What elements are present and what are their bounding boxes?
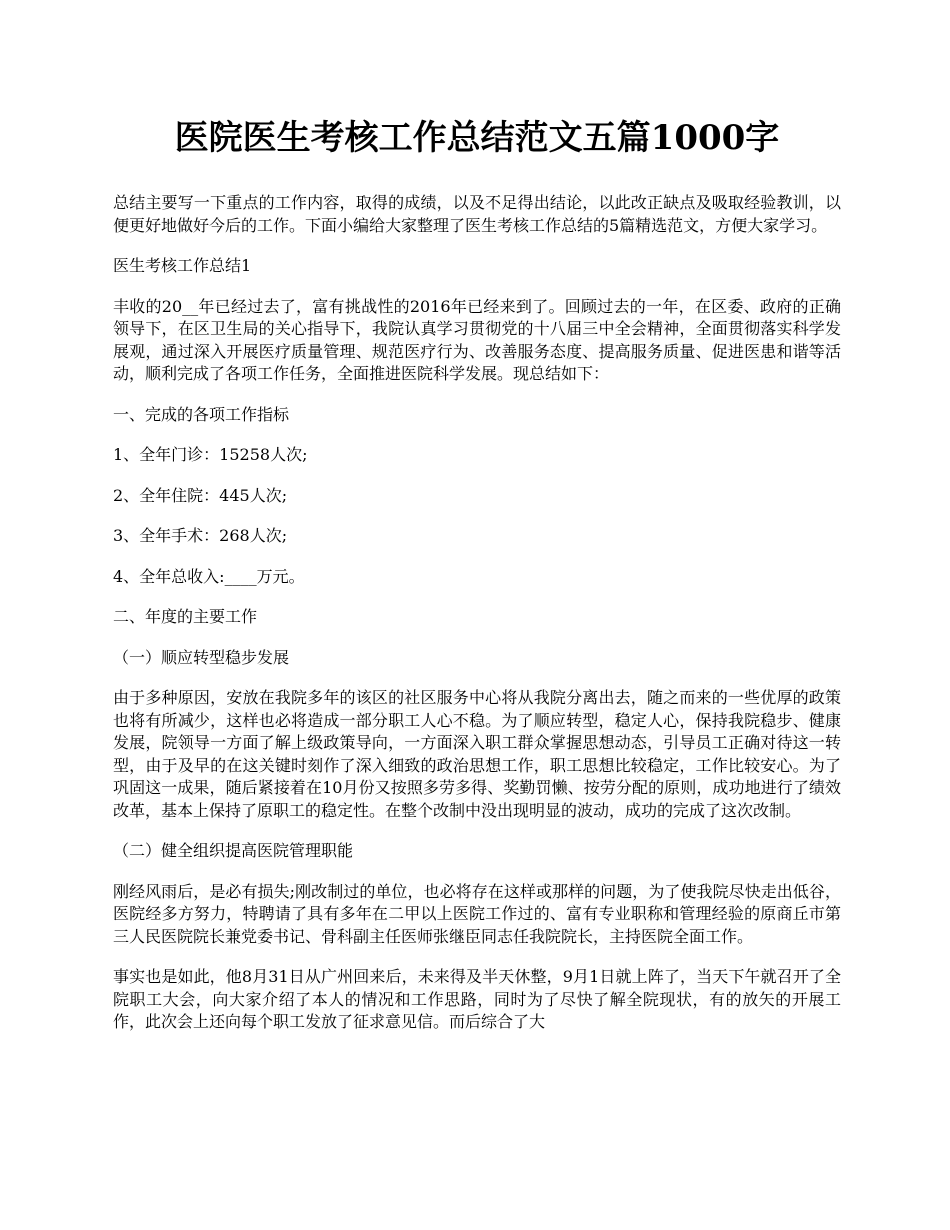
part-heading: 一、完成的各项工作指标 <box>113 404 290 424</box>
body-paragraph: 刚经风雨后，是必有损失;刚改制过的单位，也必将存在这样或那样的问题，为了使我院尽快走出低谷，医院经多方努力，特聘请了具有多年在二甲以上医院工作过的、富有专业职称和管理经验的原商丘市第三人民医院院长兼党委书记、骨科副主任医师张继臣同志任我院院长，主持医院全面工作。 <box>113 881 841 946</box>
subsection-heading: （二）健全组织提高医院管理职能 <box>113 841 354 860</box>
body-paragraph: 事实也是如此，他8月31日从广州回来后，未来得及半天休整，9月1日就上阵了，当天下午就召开了全院职工大会，向大家介绍了本人的情况和工作思路，同时为了尽快了解全院现状，有的放矢的开展工作，此次会上还向每个职工发放了征求意见信。而后综合了大 <box>113 967 841 1031</box>
document-title: 医院医生考核工作总结范文五篇1000字 <box>174 118 780 158</box>
part-heading: 二、年度的主要工作 <box>113 607 258 626</box>
list-item: 4、全年总收入:____万元。 <box>113 566 305 586</box>
document-page <box>113 110 841 1052</box>
list-item: 1、全年门诊：15258人次; <box>113 445 308 464</box>
body-paragraph: 由于多种原因，安放在我院多年的该区的社区服务中心将从我院分离出去，随之而来的一些优厚的政策也将有所减少，这样也必将造成一部分职工人心不稳。为了顺应转型，稳定人心，保持我院稳步、健康发展，院领导一方面了解上级政策导向，一方面深入职工群众掌握思想动态，引导员工正确对待这一转型，由于及早的在这关键时刻作了深入细致的政治思想工作，职工思想比较稳定，工作比较安心。为了巩固这一成果，随后紧接着在10月份又按照多劳多得、奖勤罚懒、按劳分配的原则，成功地进行了绩效改革，基本上保持了原职工的稳定性。在整个改制中没出现明显的波动，成功的完成了这次改制。 <box>113 688 841 820</box>
subsection-heading: （一）顺应转型稳步发展 <box>113 647 290 667</box>
list-item: 2、全年住院：445人次; <box>113 485 288 505</box>
intro-paragraph: 总结主要写一下重点的工作内容，取得的成绩，以及不足得出结论，以此改正缺点及吸取经验教训，以便更好地做好今后的工作。下面小编给大家整理了医生考核工作总结的5篇精选范文，方便大家学习。 <box>113 193 841 235</box>
list-item: 3、全年手术：268人次; <box>113 526 288 545</box>
body-paragraph: 丰收的20__年已经过去了，富有挑战性的2016年已经来到了。回顾过去的一年，在区委、政府的正确领导下，在区卫生局的关心指导下，我院认真学习贯彻党的十八届三中全会精神，全面贯彻落实科学发展观，通过深入开展医疗质量管理、规范医疗行为、改善服务态度、提高服务质量、促进医患和谐等活动，顺利完成了各项工作任务，全面推进医院科学发展。现总结如下： <box>113 296 841 383</box>
section-heading: 医生考核工作总结1 <box>113 256 252 275</box>
